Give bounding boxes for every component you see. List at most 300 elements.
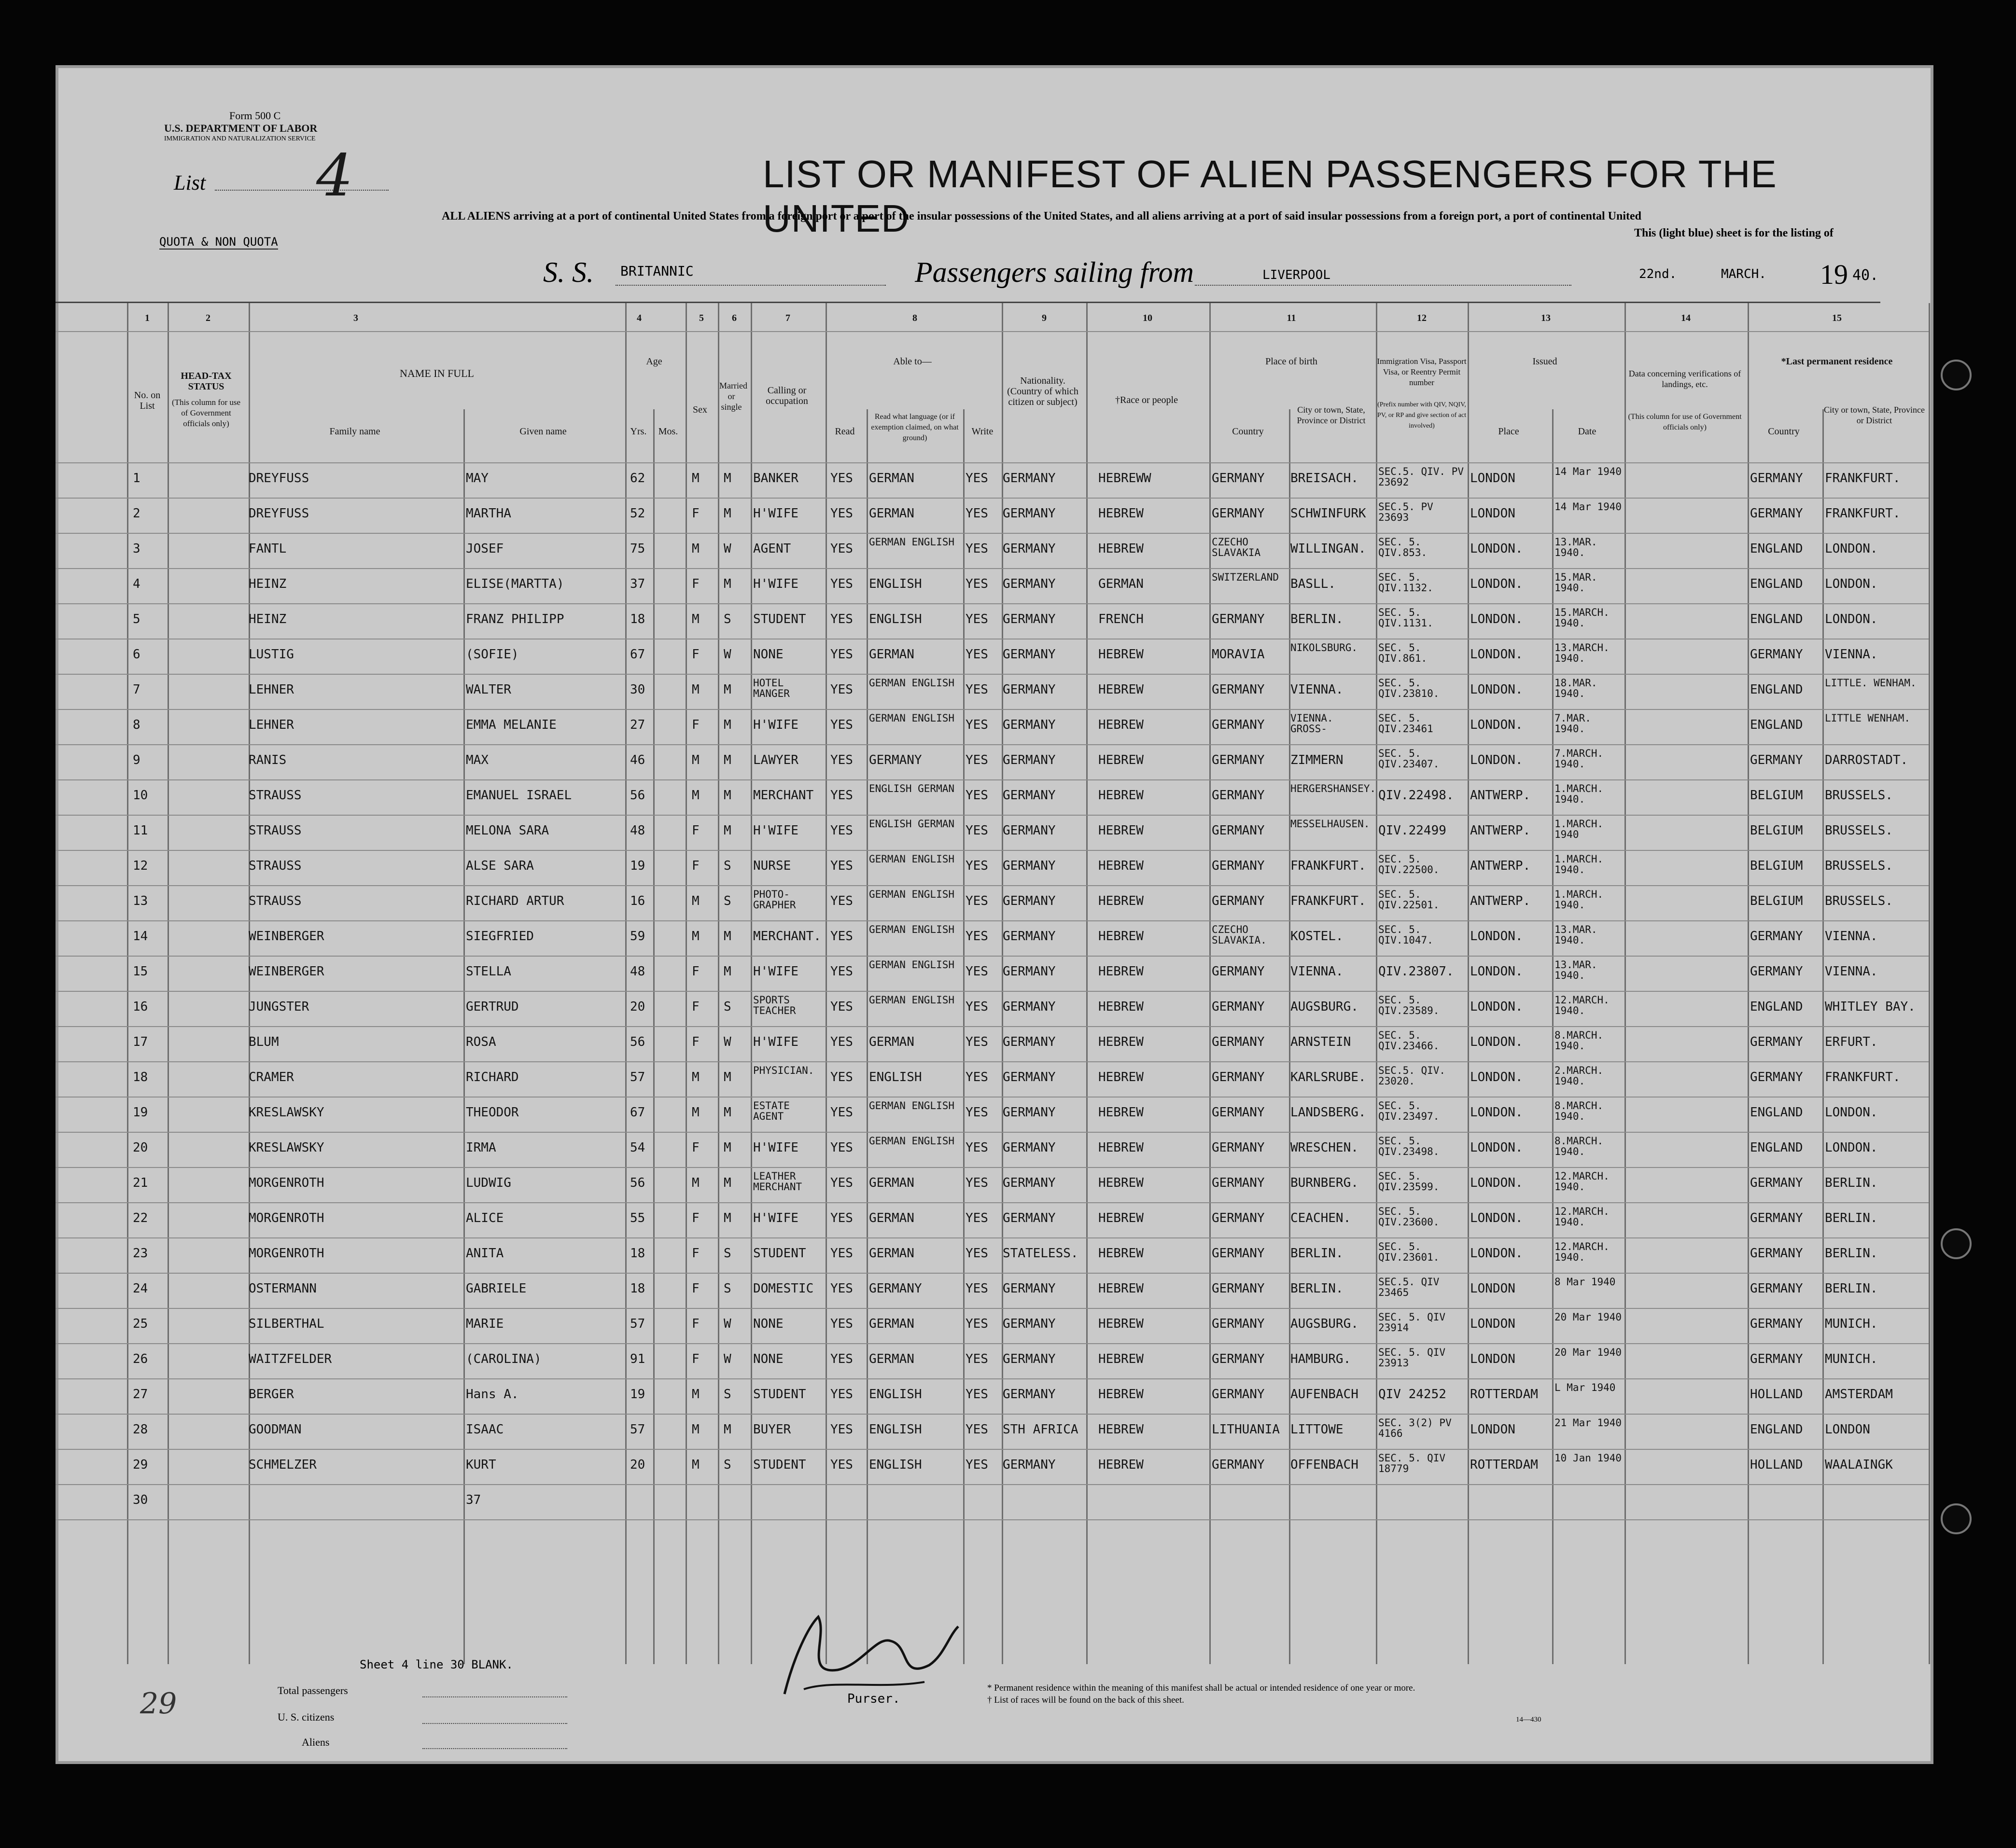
column-number: 14 xyxy=(1681,313,1691,323)
nationality: GERMANY xyxy=(1003,964,1056,979)
occupation: H'WIFE xyxy=(753,577,798,591)
row-number: 25 xyxy=(133,1317,148,1331)
read-language: ENGLISH xyxy=(869,1070,922,1084)
table-row xyxy=(56,1202,1880,1237)
residence-city: WAALAINGK xyxy=(1825,1458,1893,1472)
table-row xyxy=(56,1061,1901,1097)
issue-place: ROTTERDAM xyxy=(1470,1387,1538,1402)
age-years: 67 xyxy=(630,1105,645,1120)
birth-city: BERLIN. xyxy=(1290,1246,1344,1261)
occupation: H'WIFE xyxy=(753,1140,798,1155)
issue-place: LONDON. xyxy=(1470,1176,1523,1190)
read-language: GERMAN ENGLISH xyxy=(869,924,955,935)
nationality: GERMANY xyxy=(1003,542,1056,556)
table-row xyxy=(56,991,1916,1026)
read-language: GERMAN xyxy=(869,1035,914,1049)
race: HEBREW xyxy=(1098,1246,1144,1261)
family-name: KRESLAWSKY xyxy=(249,1105,324,1120)
can-read: YES xyxy=(830,506,853,521)
sex: M xyxy=(692,682,700,697)
row-number: 2 xyxy=(133,506,140,521)
read-language: GERMAN ENGLISH xyxy=(869,1100,955,1112)
age-years: 30 xyxy=(630,682,645,697)
can-write: YES xyxy=(966,964,988,979)
visa-number: SEC. 5. QIV.23600. xyxy=(1378,1206,1440,1228)
residence-country: ENGLAND xyxy=(1750,612,1803,626)
issue-place: ANTWERP. xyxy=(1470,823,1531,838)
nationality: GERMANY xyxy=(1003,1105,1056,1120)
visa-number: QIV.23807. xyxy=(1378,964,1454,979)
birth-city: NIKOLSBURG. xyxy=(1290,642,1358,653)
occupation: PHOTO- GRAPHER xyxy=(753,889,796,911)
residence-city: FRANKFURT. xyxy=(1825,506,1901,521)
race: HEBREW xyxy=(1098,1105,1144,1120)
given-name: ANITA xyxy=(466,1246,504,1261)
occupation: MERCHANT xyxy=(753,788,814,803)
table-row xyxy=(56,498,1901,533)
age-years: 48 xyxy=(630,823,645,838)
issue-date: 1.MARCH. 1940. xyxy=(1554,889,1604,911)
family-name: DREYFUSS xyxy=(249,471,309,486)
read-language: GERMANY xyxy=(869,753,922,767)
marital-status: M xyxy=(724,788,731,803)
nationality: GERMANY xyxy=(1003,1281,1056,1296)
occupation: MERCHANT. xyxy=(753,929,821,944)
family-name: STRAUSS xyxy=(249,859,302,873)
table-row xyxy=(56,1167,1880,1202)
table-row xyxy=(56,1308,1880,1343)
can-write: YES xyxy=(966,894,988,908)
column-number: 13 xyxy=(1541,313,1551,323)
can-write: YES xyxy=(966,577,988,591)
header-name: NAME IN FULL xyxy=(400,367,474,379)
family-name: STRAUSS xyxy=(249,894,302,908)
column-number: 1 xyxy=(145,313,150,323)
residence-country: ENGLAND xyxy=(1750,577,1803,591)
marital-status: M xyxy=(724,1105,731,1120)
can-write: YES xyxy=(966,788,988,803)
family-name: JUNGSTER xyxy=(249,1000,309,1014)
residence-city: MUNICH. xyxy=(1825,1317,1878,1331)
residence-country: BELGIUM xyxy=(1750,788,1803,803)
row-number: 29 xyxy=(133,1458,148,1472)
row-number: 7 xyxy=(133,682,140,697)
sex: F xyxy=(692,718,700,732)
sex: M xyxy=(692,1387,700,1402)
table-row xyxy=(56,1484,1880,1519)
can-read: YES xyxy=(830,1387,853,1402)
sex: F xyxy=(692,1140,700,1155)
birth-country: CZECHO SLAVAKIA xyxy=(1212,536,1261,558)
read-language: ENGLISH GERMAN xyxy=(869,818,955,830)
issue-date: 14 Mar 1940 xyxy=(1554,501,1622,513)
table-row xyxy=(56,1097,1880,1132)
ss-label: S. S. xyxy=(543,256,594,288)
nationality: GERMANY xyxy=(1003,1140,1056,1155)
sex: M xyxy=(692,753,700,767)
header-verif: Data concerning verifications of landings, etc. xyxy=(1628,369,1741,389)
marital-status: M xyxy=(724,1422,731,1437)
ship-underline xyxy=(616,285,886,286)
birth-country: GERMANY xyxy=(1212,506,1265,521)
row-number: 26 xyxy=(133,1352,148,1366)
residence-country: ENGLAND xyxy=(1750,542,1803,556)
family-name: HEINZ xyxy=(249,577,287,591)
residence-city: BRUSSELS. xyxy=(1825,788,1893,803)
can-read: YES xyxy=(830,964,853,979)
birth-country: GERMANY xyxy=(1212,1035,1265,1049)
age-years: 18 xyxy=(630,612,645,626)
family-name: WEINBERGER xyxy=(249,964,324,979)
total-passengers-label: Total passengers xyxy=(278,1684,348,1696)
birth-country: GERMANY xyxy=(1212,1352,1265,1366)
birth-city: BURNBERG. xyxy=(1290,1176,1358,1190)
issue-place: LONDON. xyxy=(1470,929,1523,944)
can-write: YES xyxy=(966,1317,988,1331)
issue-date: 20 Mar 1940 xyxy=(1554,1347,1622,1358)
issue-place: LONDON. xyxy=(1470,1105,1523,1120)
given-name: LUDWIG xyxy=(466,1176,511,1190)
header-write: Write xyxy=(971,426,994,437)
issue-date: 14 Mar 1940 xyxy=(1554,466,1622,477)
family-name: SCHMELZER xyxy=(249,1458,317,1472)
binder-hole xyxy=(1941,360,1972,390)
can-read: YES xyxy=(830,471,853,486)
issue-place: LONDON xyxy=(1470,471,1515,486)
race: HEBREW xyxy=(1098,682,1144,697)
occupation: PHYSICIAN. xyxy=(753,1065,814,1076)
table-row xyxy=(56,709,1911,744)
issue-place: LONDON. xyxy=(1470,577,1523,591)
can-write: YES xyxy=(966,542,988,556)
year-prefix: 19 xyxy=(1820,259,1848,290)
row-number: 11 xyxy=(133,823,148,838)
birth-country: GERMANY xyxy=(1212,788,1265,803)
nationality: GERMANY xyxy=(1003,647,1056,662)
given-name: EMANUEL ISRAEL xyxy=(466,788,572,803)
residence-city: LONDON. xyxy=(1825,612,1878,626)
read-language: GERMAN xyxy=(869,1352,914,1366)
occupation: NONE xyxy=(753,1317,784,1331)
residence-country: BELGIUM xyxy=(1750,823,1803,838)
family-name: LEHNER xyxy=(249,718,294,732)
age-years: 46 xyxy=(630,753,645,767)
can-read: YES xyxy=(830,1458,853,1472)
age-years: 27 xyxy=(630,718,645,732)
age-years: 56 xyxy=(630,1176,645,1190)
residence-country: HOLLAND xyxy=(1750,1387,1803,1402)
residence-city: LONDON xyxy=(1825,1422,1870,1437)
quota-label: QUOTA & NON QUOTA xyxy=(159,235,278,249)
nationality: GERMANY xyxy=(1003,1000,1056,1014)
race: HEBREW xyxy=(1098,823,1144,838)
visa-number: QIV 24252 xyxy=(1378,1387,1446,1402)
birth-city: ARNSTEIN xyxy=(1290,1035,1351,1049)
issue-date: 13.MAR. 1940. xyxy=(1554,924,1597,946)
read-language: GERMAN xyxy=(869,1246,914,1261)
can-read: YES xyxy=(830,647,853,662)
residence-city: FRANKFURT. xyxy=(1825,471,1901,486)
birth-country: GERMANY xyxy=(1212,823,1265,838)
read-language: GERMAN ENGLISH xyxy=(869,959,955,971)
read-language: GERMAN ENGLISH xyxy=(869,889,955,900)
issue-place: LONDON. xyxy=(1470,682,1523,697)
header-age: Age xyxy=(646,356,662,367)
marital-status: W xyxy=(724,1317,731,1331)
race: HEBREW xyxy=(1098,929,1144,944)
given-name: STELLA xyxy=(466,964,511,979)
residence-country: ENGLAND xyxy=(1750,682,1803,697)
sex: M xyxy=(692,1422,700,1437)
visa-number: QIV.22499 xyxy=(1378,823,1446,838)
nationality: GERMANY xyxy=(1003,1070,1056,1084)
issue-date: 8.MARCH. 1940. xyxy=(1554,1029,1604,1052)
table-row xyxy=(56,1273,1880,1308)
table-row xyxy=(56,850,1893,885)
issue-place: LONDON. xyxy=(1470,964,1523,979)
residence-country: ENGLAND xyxy=(1750,1000,1803,1014)
occupation: H'WIFE xyxy=(753,506,798,521)
row-divider xyxy=(56,331,1929,332)
column-number: 7 xyxy=(785,313,790,323)
read-language: GERMAN ENGLISH xyxy=(869,1135,955,1147)
occupation: BANKER xyxy=(753,471,798,486)
row-number: 28 xyxy=(133,1422,148,1437)
residence-city: LONDON. xyxy=(1825,1105,1878,1120)
nationality: GERMANY xyxy=(1003,823,1056,838)
can-read: YES xyxy=(830,823,853,838)
header-country: Country xyxy=(1232,426,1264,437)
family-name: FANTL xyxy=(249,542,287,556)
header-able: Able to— xyxy=(893,356,932,367)
family-name: WAITZFELDER xyxy=(249,1352,332,1366)
race: HEBREW xyxy=(1098,753,1144,767)
birth-country: GERMANY xyxy=(1212,471,1265,486)
race: HEBREW xyxy=(1098,1035,1144,1049)
issue-place: LONDON xyxy=(1470,1352,1515,1366)
nationality: GERMANY xyxy=(1003,682,1056,697)
marital-status: M xyxy=(724,1140,731,1155)
nationality: GERMANY xyxy=(1003,1317,1056,1331)
age-years: 56 xyxy=(630,788,645,803)
purser-label: Purser. xyxy=(847,1692,900,1706)
table-row xyxy=(56,744,1908,779)
race: GERMAN xyxy=(1098,577,1144,591)
sex: M xyxy=(692,1070,700,1084)
header-mos: Mos. xyxy=(658,426,678,437)
age-years: 16 xyxy=(630,894,645,908)
issue-place: ROTTERDAM xyxy=(1470,1458,1538,1472)
marital-status: W xyxy=(724,542,731,556)
header-yrs: Yrs. xyxy=(630,426,647,437)
can-write: YES xyxy=(966,1035,988,1049)
birth-country: LITHUANIA xyxy=(1212,1422,1280,1437)
header-sex: Sex xyxy=(693,404,707,415)
year-suffix: 40. xyxy=(1852,267,1879,284)
visa-number: SEC. 5. QIV 23914 xyxy=(1378,1311,1446,1334)
can-write: YES xyxy=(966,1105,988,1120)
given-name: MAY xyxy=(466,471,489,486)
column-number: 2 xyxy=(206,313,210,323)
issue-date: 15.MARCH. 1940. xyxy=(1554,607,1610,629)
sex: F xyxy=(692,506,700,521)
table-row xyxy=(56,815,1893,850)
table-row xyxy=(56,674,1917,709)
birth-country: GERMANY xyxy=(1212,1246,1265,1261)
can-write: YES xyxy=(966,1176,988,1190)
can-write: YES xyxy=(966,1246,988,1261)
birth-city: AUFENBACH xyxy=(1290,1387,1358,1402)
family-name: SILBERTHAL xyxy=(249,1317,324,1331)
table-row xyxy=(56,885,1893,920)
issue-place: LONDON. xyxy=(1470,718,1523,732)
birth-city: BERLIN. xyxy=(1290,1281,1344,1296)
given-name: WALTER xyxy=(466,682,511,697)
birth-city: WILLINGAN. xyxy=(1290,542,1366,556)
header-city: City or town, State, Province or District xyxy=(1297,405,1366,425)
port-underline xyxy=(1195,285,1571,286)
race: HEBREW xyxy=(1098,1211,1144,1225)
family-name: GOODMAN xyxy=(249,1422,302,1437)
sex: F xyxy=(692,577,700,591)
marital-status: S xyxy=(724,894,731,908)
header-res-city: City or town, State, Province or District xyxy=(1824,405,1925,425)
can-write: YES xyxy=(966,1387,988,1402)
row-number: 14 xyxy=(133,929,148,944)
issue-place: LONDON. xyxy=(1470,1070,1523,1084)
residence-city: BRUSSELS. xyxy=(1825,859,1893,873)
marital-status: M xyxy=(724,929,731,944)
can-read: YES xyxy=(830,753,853,767)
issue-date: 8.MARCH. 1940. xyxy=(1554,1135,1604,1157)
birth-country: GERMANY xyxy=(1212,718,1265,732)
age-years: 56 xyxy=(630,1035,645,1049)
family-name: DREYFUSS xyxy=(249,506,309,521)
header-visa-note: (Prefix number with QIV, NQIV, PV, or RP and give section of act involved) xyxy=(1377,401,1467,430)
issue-date: 15.MAR. 1940. xyxy=(1554,571,1597,594)
family-name: OSTERMANN xyxy=(249,1281,317,1296)
age-years: 20 xyxy=(630,1458,645,1472)
row-number: 12 xyxy=(133,859,148,873)
nationality: STH AFRICA xyxy=(1003,1422,1078,1437)
header-no: No. on List xyxy=(134,390,161,411)
family-name: CRAMER xyxy=(249,1070,294,1084)
sex: F xyxy=(692,1246,700,1261)
birth-country: GERMANY xyxy=(1212,1211,1265,1225)
can-write: YES xyxy=(966,823,988,838)
residence-city: BERLIN. xyxy=(1825,1176,1878,1190)
issue-date: 7.MARCH. 1940. xyxy=(1554,748,1604,770)
issue-date: 8 Mar 1940 xyxy=(1554,1276,1616,1288)
birth-city: KOSTEL. xyxy=(1290,929,1344,944)
birth-country: GERMANY xyxy=(1212,1458,1265,1472)
issue-place: LONDON. xyxy=(1470,1035,1523,1049)
residence-city: LONDON. xyxy=(1825,542,1878,556)
row-number: 18 xyxy=(133,1070,148,1084)
list-number: 4 xyxy=(316,142,353,209)
can-read: YES xyxy=(830,682,853,697)
header-date: Date xyxy=(1578,426,1596,437)
visa-number: SEC. 5. QIV.22501. xyxy=(1378,889,1440,911)
marital-status: M xyxy=(724,823,731,838)
age-years: 48 xyxy=(630,964,645,979)
age-years: 19 xyxy=(630,1387,645,1402)
race: HEBREW xyxy=(1098,506,1144,521)
issue-date: 2.MARCH. 1940. xyxy=(1554,1065,1604,1087)
given-name: 37 xyxy=(466,1493,481,1507)
given-name: SIEGFRIED xyxy=(466,929,534,944)
table-row xyxy=(56,639,1880,674)
issue-date: 1.MARCH. 1940. xyxy=(1554,783,1604,805)
nationality: GERMANY xyxy=(1003,718,1056,732)
issue-place: LONDON xyxy=(1470,1317,1515,1331)
age-years: 67 xyxy=(630,647,645,662)
residence-country: GERMANY xyxy=(1750,647,1803,662)
birth-country: GERMANY xyxy=(1212,894,1265,908)
can-read: YES xyxy=(830,577,853,591)
row-number: 16 xyxy=(133,1000,148,1014)
age-years: 57 xyxy=(630,1317,645,1331)
blank-note: Sheet 4 line 30 BLANK. xyxy=(360,1658,513,1671)
sex: M xyxy=(692,1105,700,1120)
residence-city: LONDON. xyxy=(1825,577,1878,591)
nationality: GERMANY xyxy=(1003,1387,1056,1402)
given-name: EMMA MELANIE xyxy=(466,718,557,732)
row-number: 17 xyxy=(133,1035,148,1049)
issue-place: LONDON xyxy=(1470,506,1515,521)
header-residence: *Last permanent residence xyxy=(1781,356,1893,367)
given-name: ROSA xyxy=(466,1035,496,1049)
marital-status: M xyxy=(724,753,731,767)
occupation: STUDENT xyxy=(753,1246,806,1261)
birth-country: GERMANY xyxy=(1212,1105,1265,1120)
residence-city: DARROSTADT. xyxy=(1825,753,1908,767)
birth-country: MORAVIA xyxy=(1212,647,1265,662)
binder-hole xyxy=(1941,1228,1972,1259)
visa-number: SEC. 5. QIV.853. xyxy=(1378,536,1428,558)
can-read: YES xyxy=(830,718,853,732)
can-write: YES xyxy=(966,612,988,626)
race: HEBREW xyxy=(1098,788,1144,803)
birth-country: GERMANY xyxy=(1212,1281,1265,1296)
header-read-lang: Read what language (or if exemption claimed, on what ground) xyxy=(871,413,959,442)
birth-city: ZIMMERN xyxy=(1290,753,1344,767)
column-number: 15 xyxy=(1832,313,1842,323)
marital-status: M xyxy=(724,1070,731,1084)
age-years: 57 xyxy=(630,1422,645,1437)
issue-place: LONDON xyxy=(1470,1422,1515,1437)
table-row xyxy=(56,1449,1893,1484)
occupation: H'WIFE xyxy=(753,718,798,732)
family-name: BLUM xyxy=(249,1035,279,1049)
sex: M xyxy=(692,929,700,944)
manifest-subtitle-1: ALL ALIENS arriving at a port of continental United States from a foreign port or a port of the insular possessions of the United States, and all aliens arriving at a port of said insular possessions from a foreign port, a port of continental United xyxy=(442,210,1641,222)
nationality: GERMANY xyxy=(1003,471,1056,486)
race: HEBREW xyxy=(1098,859,1144,873)
can-read: YES xyxy=(830,929,853,944)
column-number: 11 xyxy=(1287,313,1296,323)
marital-status: M xyxy=(724,964,731,979)
residence-country: GERMANY xyxy=(1750,506,1803,521)
row-number: 5 xyxy=(133,612,140,626)
residence-city: BRUSSELS. xyxy=(1825,823,1893,838)
race: HEBREW xyxy=(1098,1422,1144,1437)
can-read: YES xyxy=(830,1176,853,1190)
date-month: MARCH. xyxy=(1721,267,1766,281)
issue-date: 7.MAR. 1940. xyxy=(1554,712,1591,735)
form-number: Form 500 C xyxy=(229,110,281,122)
can-read: YES xyxy=(830,1140,853,1155)
